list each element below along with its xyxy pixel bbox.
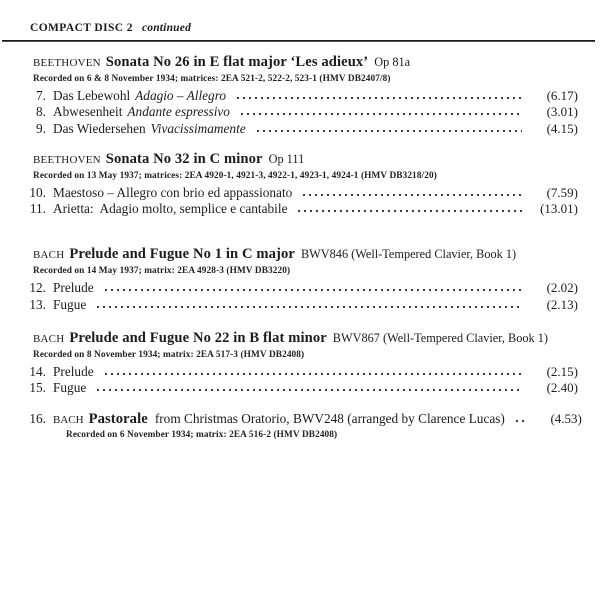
- recording-details: Recorded on 6 & 8 November 1934; matrices: 2EA 521-2, 522-2, 523-1 (HMV DB2407/8): [33, 74, 391, 84]
- track-number: 11.: [29, 201, 46, 217]
- work-heading: [33, 244, 578, 265]
- composer-name: BACH: [53, 413, 84, 426]
- track-row-pastorale: [29, 410, 582, 428]
- opus-number: BWV846 (Well-Tempered Clavier, Book 1): [300, 247, 517, 262]
- section-bach-prelude-fugue-22: [30, 328, 578, 397]
- opus-number: Op 111: [268, 151, 305, 166]
- track-duration: (4.15): [546, 120, 578, 136]
- track-title: [53, 185, 292, 201]
- work-heading: [33, 328, 578, 349]
- header-rule: [2, 40, 595, 42]
- track-duration: (3.01): [546, 104, 578, 120]
- track-row: [30, 88, 578, 104]
- track-number: 15.: [29, 380, 46, 396]
- track-title-text: Prelude: [53, 364, 94, 380]
- dotted-leader: [301, 193, 522, 197]
- track-duration: (2.02): [546, 280, 578, 296]
- track-row: [30, 297, 578, 313]
- track-duration: (6.17): [546, 88, 578, 103]
- section-bach-prelude-fugue-1: [30, 244, 578, 313]
- dotted-leader: [514, 419, 526, 423]
- track-title: [53, 364, 94, 380]
- dotted-leader: [239, 112, 522, 116]
- dotted-leader: [95, 388, 522, 392]
- work-heading: [33, 149, 578, 170]
- dotted-leader: [103, 288, 522, 292]
- track-title-text: Fugue: [53, 380, 87, 396]
- section-beethoven-sonata-32: [30, 149, 578, 218]
- page-header: [30, 22, 578, 38]
- track-title-text: Das Wiedersehen: [53, 120, 146, 136]
- track-title: [53, 297, 86, 313]
- work-description: from Christmas Oratorio, BWV248 (arranged by Clarence Lucas): [154, 410, 505, 426]
- track-title-text: Abwesenheit: [53, 104, 123, 120]
- dotted-leader: [255, 129, 522, 133]
- track-title: [53, 280, 94, 296]
- section-beethoven-sonata-26: [30, 52, 578, 137]
- dotted-leader: [235, 96, 522, 100]
- recording-details: Recorded on 13 May 1937; matrices: 2EA 4920-1, 4921-3, 4922-1, 4923-1, 4924-1 (HMV DB3218/20): [33, 170, 437, 181]
- track-duration: (13.01): [540, 201, 578, 217]
- track-title: [53, 121, 246, 137]
- track-tempo: Adagio – Allegro: [135, 88, 227, 103]
- track-title: [53, 411, 505, 428]
- work-title: Sonata No 26 in E flat major ‘Les adieux’: [105, 54, 369, 70]
- track-row: [30, 364, 578, 380]
- track-title-text: Prelude: [53, 280, 94, 296]
- composer-name: BEETHOVEN: [33, 153, 101, 166]
- track-tempo: Andante espressivo: [127, 104, 230, 120]
- track-row: [30, 104, 578, 120]
- track-title: [53, 380, 86, 396]
- track-title: [53, 88, 226, 104]
- dotted-leader: [103, 372, 522, 376]
- recording-details: Recorded on 8 November 1934; matrix: 2EA 517-3 (HMV DB2408): [33, 350, 305, 361]
- recording-details: Recorded on 6 November 1934; matrix: 2EA 516-2 (HMV DB2408): [66, 429, 338, 440]
- track-number: 12.: [29, 280, 46, 296]
- disc-continued-label: continued: [141, 22, 192, 34]
- track-number: 13.: [29, 296, 46, 312]
- composer-name: BACH: [33, 249, 65, 262]
- track-row: [30, 280, 578, 296]
- track-title-text: Arietta: Adagio molto, semplice e cantabile: [53, 201, 288, 217]
- track-row: [30, 380, 578, 396]
- track-title-text: Das Lebewohl: [53, 88, 131, 103]
- work-heading: [33, 52, 578, 73]
- track-number: 16.: [29, 410, 46, 426]
- track-duration: (7.59): [546, 184, 578, 200]
- disc-title: COMPACT DISC 2: [30, 22, 133, 34]
- track-row: [30, 121, 578, 137]
- section-bach-pastorale: [29, 410, 582, 441]
- work-title: Pastorale: [88, 410, 148, 427]
- track-duration: (2.15): [546, 364, 578, 380]
- track-row: [30, 185, 578, 201]
- track-duration: (2.13): [546, 296, 578, 312]
- track-title: [53, 104, 230, 120]
- track-tempo: Vivacissimamente: [150, 120, 246, 136]
- track-title: [53, 201, 287, 217]
- track-number: 14.: [29, 364, 46, 380]
- work-title: Prelude and Fugue No 1 in C major: [69, 246, 295, 263]
- track-duration: (2.40): [546, 380, 578, 396]
- track-title-text: Maestoso – Allegro con brio ed appassionato: [53, 184, 293, 200]
- recording-details: Recorded on 14 May 1937; matrix: 2EA 4928-3 (HMV DB3220): [33, 266, 291, 277]
- opus-number: BWV867 (Well-Tempered Clavier, Book 1): [332, 331, 548, 346]
- composer-name: BACH: [33, 333, 65, 346]
- track-duration: (4.53): [550, 410, 582, 426]
- work-title: Sonata No 32 in C minor: [105, 150, 263, 167]
- track-title-text: Fugue: [53, 296, 87, 312]
- dotted-leader: [95, 305, 522, 309]
- track-number: 8.: [36, 104, 46, 120]
- opus-number: Op 81a: [374, 55, 411, 69]
- dotted-leader: [296, 209, 522, 213]
- track-row: [30, 201, 578, 217]
- work-title: Prelude and Fugue No 22 in B flat minor: [69, 330, 327, 347]
- track-number: 9.: [36, 120, 46, 136]
- track-number: 10.: [29, 184, 46, 200]
- track-number: 7.: [36, 88, 46, 103]
- composer-name: BEETHOVEN: [33, 57, 101, 69]
